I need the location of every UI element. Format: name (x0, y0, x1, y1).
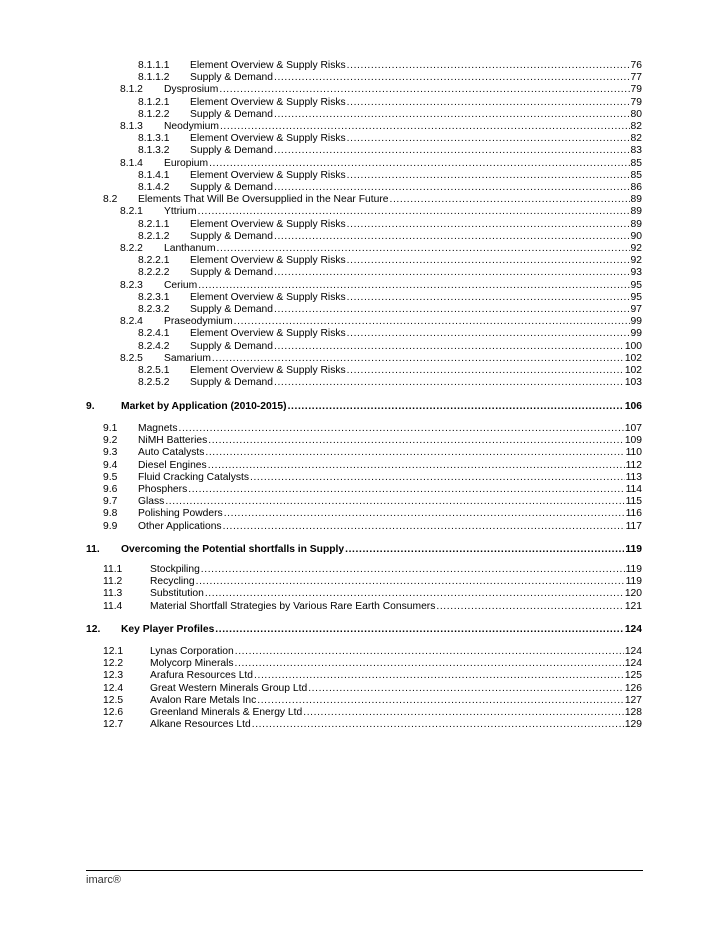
toc-entry-number: 8.1.3.1 (138, 133, 170, 145)
toc-entry-title: Magnets (138, 423, 178, 434)
toc-entry-page: 106 (624, 401, 642, 412)
toc-entry[interactable] (138, 144, 642, 157)
toc-entry-number: 8.1.1.1 (138, 60, 170, 71)
toc-dot-leader (205, 447, 624, 459)
toc-entry[interactable] (138, 230, 642, 243)
toc-dot-leader (254, 670, 624, 682)
toc-entry-number: 8.2.4.2 (138, 340, 170, 352)
toc-entry-number: 8.1.4.1 (138, 169, 170, 181)
toc-entry-number: 11.3 (103, 588, 123, 600)
toc-entry-number: 8.2.5 (120, 352, 143, 364)
toc-entry-number: 12.7 (103, 719, 124, 731)
toc-entry[interactable] (138, 340, 642, 353)
toc-entry-page: 99 (630, 328, 642, 340)
toc-dot-leader (347, 328, 630, 340)
toc-entry-page: 119 (625, 564, 642, 575)
toc-entry[interactable] (103, 520, 642, 533)
toc-entry-title: Element Overview & Supply Risks (190, 169, 346, 181)
toc-dot-leader (205, 588, 624, 600)
toc-entry-title: Supply & Demand (190, 108, 273, 120)
toc-entry-page: 83 (630, 145, 642, 157)
toc-entry[interactable] (120, 315, 642, 328)
toc-entry[interactable] (103, 507, 642, 520)
toc-entry-number: 8.2.3 (120, 279, 143, 291)
toc-dot-leader (347, 97, 630, 109)
toc-entry[interactable] (103, 459, 642, 472)
toc-entry[interactable] (120, 242, 642, 255)
toc-entry-page: 126 (624, 682, 642, 694)
toc-entry[interactable] (120, 279, 642, 292)
toc-entry[interactable] (103, 575, 642, 588)
toc-entry-number: 12.6 (103, 707, 124, 718)
toc-entry-title: Samarium (164, 352, 211, 364)
toc-entry-page: 128 (624, 707, 642, 718)
toc-dot-leader (308, 683, 624, 695)
toc-entry-title: Alkane Resources Ltd (150, 719, 251, 731)
toc-entry-page: 103 (624, 377, 642, 389)
toc-entry-title: Element Overview & Supply Risks (190, 133, 346, 145)
toc-entry-page: 92 (630, 255, 642, 267)
toc-dot-leader (274, 377, 624, 389)
toc-entry-number: 9.8 (103, 508, 118, 520)
toc-entry[interactable] (138, 132, 642, 145)
toc-entry[interactable] (103, 495, 642, 508)
toc-entry-page: 109 (624, 435, 642, 447)
toc-dot-leader (212, 353, 624, 365)
toc-entry-number: 9.2 (103, 435, 118, 447)
toc-entry[interactable] (103, 434, 642, 447)
toc-entry-page: 89 (630, 194, 642, 206)
toc-entry-number: 8.2.2.2 (138, 267, 170, 279)
toc-entry[interactable] (138, 96, 642, 109)
toc-dot-leader (208, 435, 624, 447)
toc-entry[interactable] (138, 59, 642, 72)
toc-entry-title: Great Western Minerals Group Ltd (150, 682, 308, 694)
toc-entry-title: Lynas Corporation (150, 646, 234, 657)
toc-entry-number: 8.2.1.1 (138, 218, 170, 230)
toc-entry-title: Elements That Will Be Oversupplied in the Near Future (138, 194, 389, 206)
toc-dot-leader (274, 267, 630, 279)
toc-entry-number: 8.2 (103, 194, 118, 206)
toc-dot-leader (389, 194, 629, 206)
toc-entry-page: 95 (630, 291, 642, 303)
toc-entry-number: 9. (86, 401, 95, 412)
toc-entry[interactable] (138, 266, 642, 279)
toc-entry-title: Element Overview & Supply Risks (190, 291, 346, 303)
toc-entry-title: Supply & Demand (190, 340, 273, 352)
toc-dot-leader (224, 508, 625, 520)
toc-entry[interactable] (86, 623, 642, 636)
toc-dot-leader (252, 719, 624, 731)
toc-dot-leader (288, 401, 624, 413)
toc-entry-title: Element Overview & Supply Risks (190, 365, 346, 376)
toc-dot-leader (274, 231, 630, 243)
toc-entry-number: 8.2.4 (120, 316, 143, 328)
toc-entry-number: 8.1.2.1 (138, 96, 170, 108)
toc-entry-page: 120 (624, 588, 642, 600)
toc-entry[interactable] (120, 352, 642, 365)
toc-entry[interactable] (103, 587, 642, 600)
toc-entry-page: 107 (624, 423, 642, 434)
toc-entry-page: 127 (624, 694, 642, 706)
toc-dot-leader (209, 158, 629, 170)
toc-dot-leader (274, 109, 630, 121)
toc-entry-page: 110 (625, 447, 642, 459)
toc-entry-title: Lanthanum (164, 243, 216, 254)
toc-dot-leader (274, 72, 630, 84)
toc-entry-page: 92 (630, 243, 642, 254)
toc-entry-number: 9.7 (103, 496, 118, 508)
toc-entry-title: Cerium (164, 279, 198, 291)
toc-entry-title: Substitution (150, 588, 204, 600)
toc-dot-leader (223, 521, 625, 533)
toc-entry-number: 9.9 (103, 520, 118, 532)
toc-entry-page: 97 (630, 304, 642, 315)
toc-entry-title: Element Overview & Supply Risks (190, 96, 346, 108)
toc-entry-number: 12.1 (103, 646, 124, 657)
toc-entry-page: 115 (625, 496, 642, 508)
toc-entry-number: 8.1.3 (120, 121, 143, 132)
toc-entry-title: Supply & Demand (190, 377, 273, 389)
toc-entry-number: 8.2.5.1 (138, 365, 170, 376)
toc-entry-page: 102 (624, 365, 642, 376)
toc-entry-number: 8.2.2.1 (138, 255, 170, 267)
toc-entry[interactable] (138, 303, 642, 316)
toc-entry-title: Key Player Profiles (121, 624, 215, 635)
toc-entry-number: 8.2.4.1 (138, 328, 170, 340)
toc-entry-page: 112 (625, 459, 642, 471)
toc-entry-number: 9.3 (103, 447, 118, 459)
toc-entry-number: 8.2.2 (120, 243, 143, 254)
toc-entry[interactable] (103, 600, 642, 613)
toc-entry-title: Supply & Demand (190, 145, 273, 157)
toc-entry[interactable] (103, 422, 642, 435)
toc-dot-leader (165, 496, 624, 508)
toc-entry-title: Praseodymium (164, 316, 233, 328)
toc-entry[interactable] (120, 83, 642, 96)
toc-entry[interactable] (86, 543, 642, 556)
toc-entry-title: Element Overview & Supply Risks (190, 60, 346, 71)
toc-entry[interactable] (138, 71, 642, 84)
toc-entry-page: 80 (630, 108, 642, 120)
toc-entry-number: 9.4 (103, 459, 118, 471)
toc-entry[interactable] (103, 718, 642, 731)
toc-entry-number: 9.6 (103, 484, 118, 495)
toc-entry-title: Material Shortfall Strategies by Various Rare Earth Consumers (150, 600, 436, 612)
toc-dot-leader (179, 423, 624, 435)
toc-entry-number: 8.1.3.2 (138, 145, 170, 157)
toc-entry-title: Supply & Demand (190, 267, 273, 279)
toc-dot-leader (188, 484, 624, 496)
toc-entry-number: 12.3 (103, 670, 124, 682)
toc-dot-leader (347, 292, 630, 304)
toc-dot-leader (250, 472, 625, 484)
toc-entry-title: Stockpiling (150, 564, 200, 575)
toc-entry[interactable] (138, 218, 642, 231)
toc-entry-page: 114 (625, 484, 642, 495)
toc-entry-title: NiMH Batteries (138, 435, 208, 447)
toc-dot-leader (274, 145, 630, 157)
toc-entry-number: 8.1.4.2 (138, 182, 170, 193)
toc-entry-title: Neodymium (164, 121, 219, 132)
toc-dot-leader (347, 255, 630, 267)
toc-entry-page: 124 (624, 624, 642, 635)
toc-entry-title: Glass (138, 496, 165, 508)
toc-entry-title: Supply & Demand (190, 182, 273, 193)
toc-entry-title: Dysprosium (164, 84, 219, 96)
toc-dot-leader (234, 316, 630, 328)
toc-entry-title: Europium (164, 157, 209, 169)
toc-entry-title: Greenland Minerals & Energy Ltd (150, 707, 303, 718)
toc-entry-title: Fluid Cracking Catalysts (138, 471, 250, 483)
toc-dot-leader (257, 695, 624, 707)
toc-dot-leader (208, 460, 625, 472)
toc-entry-number: 12.2 (103, 658, 124, 670)
toc-entry[interactable] (138, 364, 642, 377)
toc-entry-title: Diesel Engines (138, 459, 207, 471)
toc-entry-number: 12.5 (103, 694, 124, 706)
toc-entry-page: 124 (624, 658, 642, 670)
toc-entry-number: 8.2.3.1 (138, 291, 170, 303)
toc-dot-leader (347, 133, 630, 145)
toc-entry-title: Molycorp Minerals (150, 658, 234, 670)
footer-divider (86, 870, 643, 871)
toc-entry-title: Supply & Demand (190, 72, 273, 84)
toc-entry-title: Element Overview & Supply Risks (190, 328, 346, 340)
toc-entry-page: 85 (630, 169, 642, 181)
toc-entry-title: Yttrium (164, 206, 197, 218)
toc-entry-page: 86 (630, 182, 642, 193)
toc-entry-page: 76 (630, 60, 642, 71)
toc-entry[interactable] (138, 181, 642, 194)
toc-entry-page: 77 (630, 72, 642, 84)
toc-entry-number: 8.1.4 (120, 157, 143, 169)
toc-entry-number: 11.2 (103, 576, 123, 588)
imarc-logo: imarc® (86, 874, 121, 886)
toc-dot-leader (198, 280, 629, 292)
toc-entry-page: 99 (630, 316, 642, 328)
toc-entry-title: Overcoming the Potential shortfalls in Supply (121, 544, 345, 555)
toc-dot-leader (347, 219, 630, 231)
toc-dot-leader (303, 707, 624, 719)
toc-entry[interactable] (120, 120, 642, 133)
toc-entry-title: Arafura Resources Ltd (150, 670, 254, 682)
toc-entry-page: 79 (630, 84, 642, 96)
toc-entry-number: 11.4 (103, 600, 123, 612)
toc-entry-number: 8.2.1.2 (138, 230, 170, 242)
toc-entry-number: 11. (86, 544, 100, 555)
toc-dot-leader (274, 182, 630, 194)
toc-dot-leader (274, 341, 624, 353)
toc-entry-page: 117 (625, 520, 642, 532)
toc-entry-page: 100 (624, 340, 642, 352)
toc-entry-page: 116 (625, 508, 642, 520)
toc-entry[interactable] (138, 327, 642, 340)
toc-dot-leader (347, 60, 630, 72)
toc-dot-leader (196, 576, 625, 588)
toc-entry[interactable] (120, 205, 642, 218)
toc-entry-number: 8.1.2 (120, 84, 143, 96)
toc-entry-number: 12.4 (103, 682, 124, 694)
toc-dot-leader (436, 601, 623, 613)
toc-entry-number: 9.1 (103, 423, 118, 434)
toc-entry-page: 93 (630, 267, 642, 279)
toc-entry[interactable] (103, 446, 642, 459)
toc-dot-leader (201, 564, 625, 576)
toc-entry[interactable] (103, 669, 642, 682)
toc-entry-number: 8.1.1.2 (138, 72, 170, 84)
toc-entry-number: 12. (86, 624, 101, 635)
toc-dot-leader (235, 646, 624, 658)
toc-entry-page: 113 (625, 471, 642, 483)
toc-entry[interactable] (86, 400, 642, 413)
toc-entry[interactable] (138, 376, 642, 389)
toc-entry[interactable] (103, 563, 642, 576)
toc-entry-title: Auto Catalysts (138, 447, 205, 459)
toc-entry-page: 125 (624, 670, 642, 682)
toc-entry-page: 119 (625, 576, 642, 588)
toc-dot-leader (217, 243, 630, 255)
toc-entry[interactable] (103, 471, 642, 484)
toc-entry-title: Avalon Rare Metals Inc (150, 694, 257, 706)
toc-entry[interactable] (103, 193, 642, 206)
toc-entry-number: 8.1.2.2 (138, 108, 170, 120)
toc-entry[interactable] (103, 706, 642, 719)
toc-entry-title: Phosphers (138, 484, 188, 495)
toc-entry-number: 8.2.1 (120, 206, 143, 218)
toc-entry[interactable] (138, 291, 642, 304)
toc-entry-page: 129 (624, 719, 642, 731)
toc-entry-page: 79 (630, 96, 642, 108)
toc-entry-page: 124 (624, 646, 642, 657)
toc-entry-title: Supply & Demand (190, 304, 273, 315)
toc-dot-leader (274, 304, 630, 316)
toc-entry[interactable] (138, 169, 642, 182)
toc-dot-leader (198, 206, 630, 218)
toc-entry-page: 82 (630, 133, 642, 145)
toc-entry[interactable] (103, 645, 642, 658)
toc-entry-title: Supply & Demand (190, 230, 273, 242)
toc-entry[interactable] (103, 483, 642, 496)
toc-dot-leader (220, 121, 630, 133)
toc-dot-leader (347, 170, 630, 182)
toc-dot-leader (219, 84, 629, 96)
toc-entry-number: 11.1 (103, 564, 123, 575)
toc-entry-page: 95 (630, 279, 642, 291)
toc-dot-leader (347, 365, 624, 377)
toc-entry[interactable] (120, 157, 642, 170)
toc-entry-page: 121 (624, 600, 642, 612)
toc-dot-leader (215, 624, 624, 636)
toc-entry-title: Other Applications (138, 520, 222, 532)
toc-entry-page: 89 (630, 218, 642, 230)
toc-dot-leader (235, 658, 624, 670)
toc-entry[interactable] (138, 254, 642, 267)
toc-entry-number: 8.2.5.2 (138, 377, 170, 389)
toc-entry-title: Recycling (150, 576, 195, 588)
toc-entry-number: 8.2.3.2 (138, 304, 170, 315)
toc-entry-title: Element Overview & Supply Risks (190, 218, 346, 230)
toc-entry[interactable] (103, 682, 642, 695)
toc-entry-page: 90 (630, 230, 642, 242)
toc-dot-leader (345, 544, 624, 556)
toc-entry-page: 85 (630, 157, 642, 169)
toc-entry[interactable] (103, 657, 642, 670)
toc-entry-title: Market by Application (2010-2015) (121, 401, 287, 412)
toc-entry-title: Element Overview & Supply Risks (190, 255, 346, 267)
toc-entry-number: 9.5 (103, 471, 118, 483)
toc-entry[interactable] (103, 694, 642, 707)
toc-entry-page: 89 (630, 206, 642, 218)
toc-entry[interactable] (138, 108, 642, 121)
toc-entry-title: Polishing Powders (138, 508, 223, 520)
toc-entry-page: 82 (630, 121, 642, 132)
toc-entry-page: 102 (624, 352, 642, 364)
toc-entry-page: 119 (625, 544, 642, 555)
